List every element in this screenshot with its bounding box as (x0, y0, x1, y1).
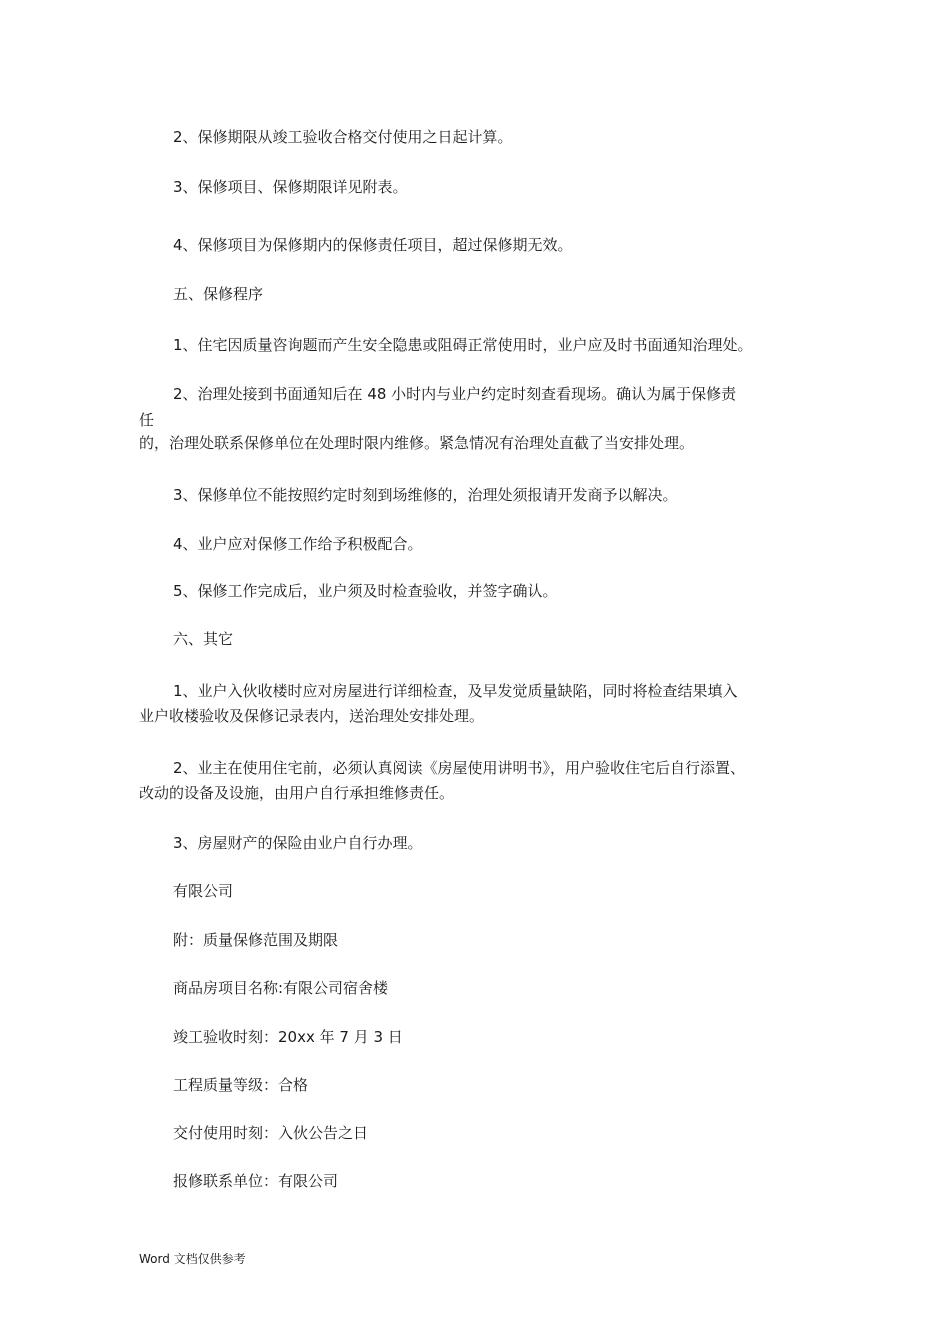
paragraph-warranty-period-start: 2、保修期限从竣工验收合格交付使用之日起计算。 (173, 128, 513, 146)
paragraph-warranty-items: 3、保修项目、保修期限详见附表。 (173, 178, 408, 196)
paragraph-warranty-scope: 4、保修项目为保修期内的保修责任项目，超过保修期无效。 (173, 236, 573, 254)
paragraph-other-2-line-2: 改动的设备及设施，由用户自行承担维修责任。 (139, 784, 455, 802)
paragraph-procedure-3: 3、保修单位不能按照约定时刻到场维修的，治理处须报请开发商予以解决。 (173, 486, 678, 504)
completion-date: 竣工验收时刻：20xx 年 7 月 3 日 (173, 1028, 403, 1046)
paragraph-procedure-2-line-3: 的，治理处联系保修单位在处理时限内维修。紧急情况有治理处直截了当安排处理。 (139, 434, 695, 452)
quality-grade: 工程质量等级：合格 (173, 1076, 309, 1094)
paragraph-other-1-line-2: 业户收楼验收及保修记录表内，送治理处安排处理。 (139, 707, 485, 725)
paragraph-procedure-2-line-1: 2、治理处接到书面通知后在 48 小时内与业户约定时刻查看现场。确认为属于保修责 (173, 385, 737, 403)
company-name: 有限公司 (173, 882, 234, 900)
paragraph-other-3: 3、房屋财产的保险由业户自行办理。 (173, 834, 423, 852)
paragraph-other-1-line-1: 1、业户入伙收楼时应对房屋进行详细检查，及早发觉质量缺陷，同时将检查结果填入 (173, 682, 738, 700)
section-heading-repair-procedure: 五、保修程序 (173, 285, 264, 303)
paragraph-procedure-1: 1、住宅因质量咨询题而产生安全隐患或阻碍正常使用时，业户应及时书面通知治理处。 (173, 336, 753, 354)
repair-contact-unit: 报修联系单位：有限公司 (173, 1172, 339, 1190)
page-footer: Word 文档仅供参考 (139, 1252, 246, 1266)
project-name: 商品房项目名称:有限公司宿舍楼 (173, 979, 389, 997)
paragraph-procedure-5: 5、保修工作完成后，业户须及时检查验收，并签字确认。 (173, 582, 558, 600)
paragraph-other-2-line-1: 2、业主在使用住宅前，必须认真阅读《房屋使用讲明书》，用户验收住宅后自行添置、 (173, 759, 746, 777)
delivery-time: 交付使用时刻：入伙公告之日 (173, 1124, 369, 1142)
paragraph-procedure-4: 4、业户应对保修工作给予积极配合。 (173, 535, 423, 553)
paragraph-procedure-2-line-2: 任 (139, 411, 155, 429)
section-heading-other: 六、其它 (173, 630, 234, 648)
appendix-title: 附：质量保修范围及期限 (173, 931, 339, 949)
